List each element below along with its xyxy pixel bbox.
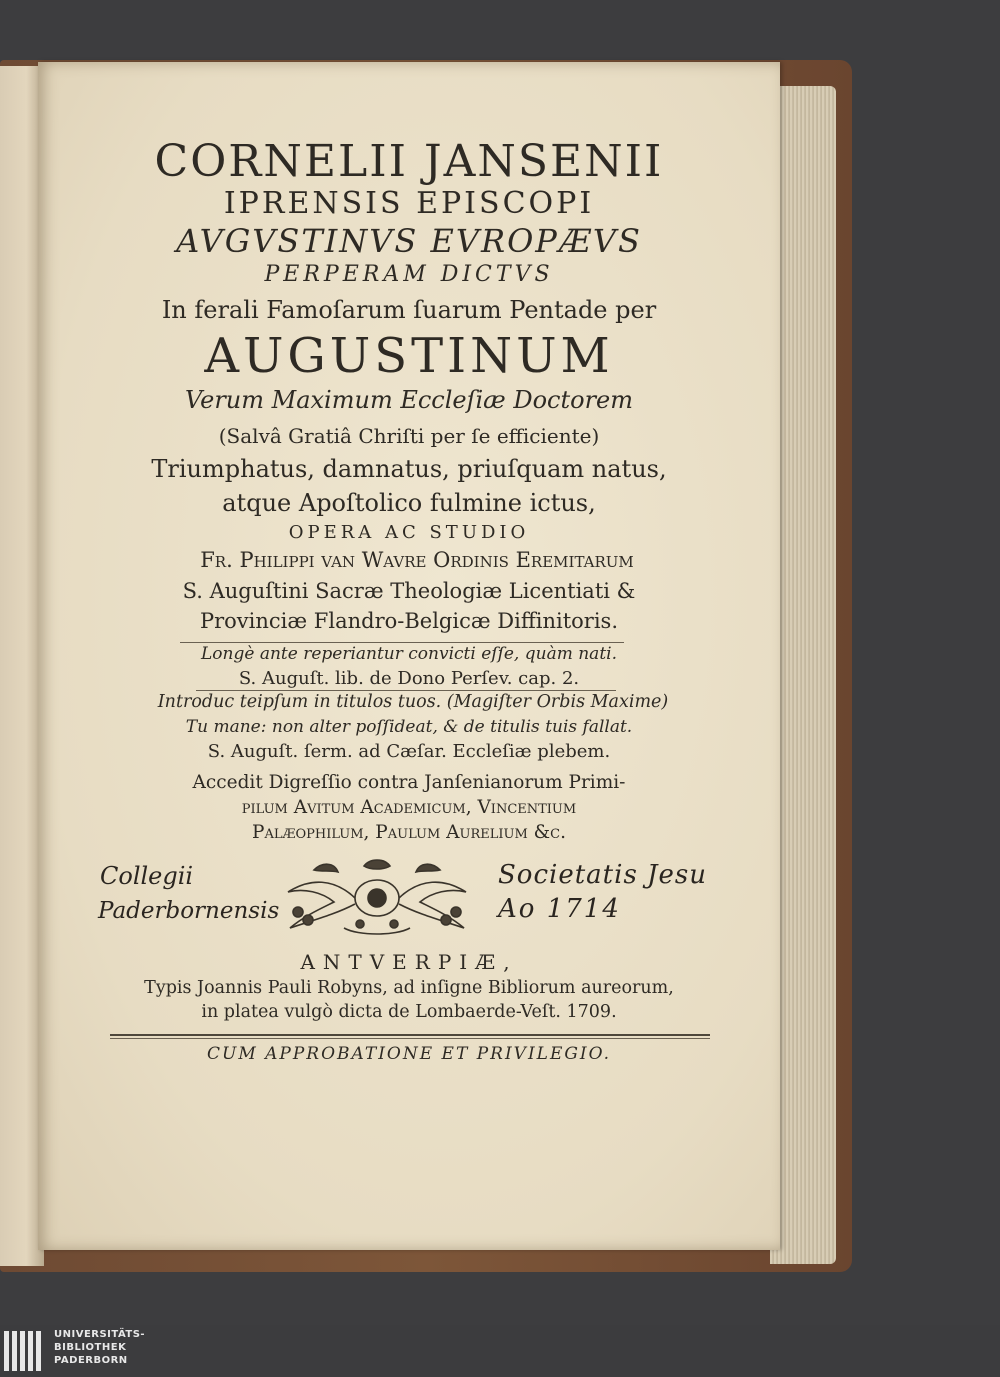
title-page [38,62,780,1250]
library-footer [0,1325,1000,1377]
title-line-9: Triumphatus, damnatus, priuſquam natus, [151,455,667,483]
title-line-7: Verum Maximum Eccleſiæ Doctorem [184,386,634,414]
divider-rule [196,690,616,691]
handwritten-note: Societatis Jesu [498,860,707,890]
logo-text-line-2: BIBLIOTHEK [54,1342,127,1353]
divider-rule [180,642,624,643]
divider-rule [110,1038,710,1039]
title-line-10: atque Apoſtolico fulmine ictus, [222,489,596,517]
author-line-2: S. Auguſtini Sacræ Theologiæ Licentiati & [182,579,636,603]
title-line-2: IPRENSIS EPISCOPI [223,186,595,221]
title-line-6: AUGUSTINUM [204,328,614,384]
handwritten-note: Paderbornensis [98,898,280,924]
imprint-line-1: Typis Joannis Pauli Robyns, ad inſigne Bibliorum aureorum, [144,978,674,998]
quote-3-reference: S. Auguſt. ſerm. ad Cæſar. Eccleſiæ plebem. [207,741,611,762]
quote-3: Tu mane: non alter poſſideat, & de titulis tuis fallat. [185,717,633,737]
imprint-place: ANTVERPIÆ, [300,950,518,974]
title-line-1: CORNELII JANSENII [154,136,664,187]
library-logo-icon [2,1329,46,1373]
logo-text-line-3: PADERBORN [54,1355,128,1366]
handwritten-note: Collegii [100,862,194,890]
author-line-1: Fr. Philippi van Wavre Ordinis Eremitarum [200,548,634,572]
author-line-3: Provinciæ Flandro-Belgicæ Diffinitoris. [200,609,618,633]
accedit-line-2: pilum Avitum Academicum, Vincentium [241,797,577,818]
imprint-line-2: in platea vulgò dicta de Lombaerde-Veſt. 1709. [201,1002,617,1022]
title-line-3: AVGVSTINVS EVROPÆVS [176,222,642,260]
opera-line: OPERA AC STUDIO [288,522,530,543]
title-line-4: PERPERAM DICTVS [264,262,554,287]
printers-ornament [274,858,480,940]
quote-1: Longè ante reperiantur convicti eſſe, quàm nati. [201,644,617,664]
title-line-5: In ferali Famoſarum ſuarum Pentade per [161,296,657,324]
accedit-line-1: Accedit Digreſſio contra Janſenianorum Primi- [192,772,626,793]
quote-1-reference: S. Auguſt. lib. de Dono Perſev. cap. 2. [238,668,580,689]
privilege-line: CUM APPROBATIONE ET PRIVILEGIO. [207,1044,611,1064]
divider-rule [110,1034,710,1036]
handwritten-note: Ao 1714 [498,894,621,924]
quote-2: Introduc teipſum in titulos tuos. (Magiſter Orbis Maxime) [157,692,669,712]
logo-text-line-1: UNIVERSITÄTS- [54,1329,146,1340]
title-line-8: (Salvâ Gratiâ Chriſti per ſe efficiente) [218,424,600,448]
accedit-line-3: Palæophilum, Paulum Aurelium &c. [252,822,566,843]
